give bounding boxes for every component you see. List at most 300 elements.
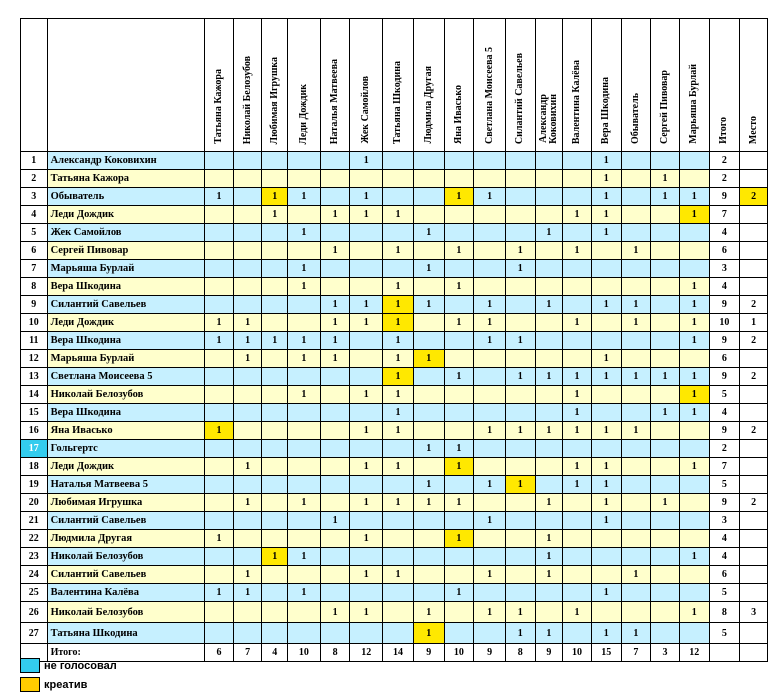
vote-cell — [444, 170, 474, 188]
vote-cell — [383, 260, 414, 278]
vote-cell: 1 — [535, 494, 563, 512]
vote-cell — [535, 314, 563, 332]
vote-cell — [679, 440, 709, 458]
row-total: 4 — [709, 404, 740, 422]
vote-cell — [233, 152, 262, 170]
row-total: 9 — [709, 368, 740, 386]
vote-cell — [679, 494, 709, 512]
vote-cell — [474, 224, 506, 242]
vote-cell — [591, 278, 621, 296]
vote-cell: 1 — [535, 530, 563, 548]
vote-cell: 1 — [383, 566, 414, 584]
vote-cell — [413, 152, 444, 170]
column-total: 9 — [474, 644, 506, 662]
participant-name: Силантий Савельев — [47, 566, 205, 584]
vote-cell: 1 — [563, 422, 592, 440]
vote-cell — [320, 368, 350, 386]
column-header — [651, 19, 680, 152]
row-total: 8 — [709, 602, 740, 623]
vote-cell: 1 — [651, 368, 680, 386]
column-total: 3 — [651, 644, 680, 662]
vote-cell — [288, 602, 321, 623]
vote-cell — [320, 458, 350, 476]
vote-cell — [233, 260, 262, 278]
vote-cell — [413, 206, 444, 224]
vote-cell — [535, 152, 563, 170]
column-total: 15 — [591, 644, 621, 662]
vote-cell — [505, 404, 535, 422]
vote-cell — [505, 278, 535, 296]
vote-cell — [413, 170, 444, 188]
vote-cell — [413, 332, 444, 350]
table-row — [21, 296, 768, 314]
vote-cell — [651, 314, 680, 332]
row-place: 2 — [740, 368, 768, 386]
totals-sum-cell — [709, 644, 740, 662]
vote-cell — [651, 350, 680, 368]
vote-cell — [591, 386, 621, 404]
vote-cell — [262, 476, 288, 494]
row-place — [740, 566, 768, 584]
vote-cell — [288, 512, 321, 530]
vote-cell: 1 — [350, 422, 383, 440]
row-number: 13 — [21, 368, 48, 386]
names-header-cell — [47, 19, 205, 152]
vote-cell — [205, 224, 234, 242]
vote-cell — [350, 476, 383, 494]
column-header-label: Татьяна Кажора — [212, 69, 224, 144]
vote-cell: 1 — [563, 476, 592, 494]
participant-name: Наталья Матвеева 5 — [47, 476, 205, 494]
vote-cell — [679, 530, 709, 548]
vote-cell — [205, 623, 234, 644]
row-total: 5 — [709, 386, 740, 404]
row-total: 9 — [709, 188, 740, 206]
vote-cell — [444, 332, 474, 350]
row-number: 10 — [21, 314, 48, 332]
vote-cell — [505, 494, 535, 512]
vote-cell — [651, 224, 680, 242]
vote-cell — [505, 224, 535, 242]
row-number: 17 — [21, 440, 48, 458]
column-header — [350, 19, 383, 152]
vote-cell — [651, 386, 680, 404]
vote-cell — [288, 623, 321, 644]
vote-cell: 1 — [535, 422, 563, 440]
vote-cell — [563, 260, 592, 278]
vote-cell — [444, 224, 474, 242]
vote-cell — [262, 314, 288, 332]
vote-cell: 1 — [413, 623, 444, 644]
totals-row — [21, 644, 768, 662]
vote-cell: 1 — [444, 368, 474, 386]
vote-cell — [621, 224, 651, 242]
vote-cell — [320, 566, 350, 584]
column-total: 8 — [320, 644, 350, 662]
vote-cell — [505, 314, 535, 332]
vote-cell — [205, 440, 234, 458]
row-place — [740, 260, 768, 278]
vote-cell — [444, 566, 474, 584]
row-total: 6 — [709, 242, 740, 260]
vote-cell — [233, 170, 262, 188]
vote-cell — [320, 494, 350, 512]
vote-cell — [535, 332, 563, 350]
vote-cell — [591, 566, 621, 584]
vote-cell — [563, 584, 592, 602]
vote-cell: 1 — [444, 188, 474, 206]
column-header-label: Жек Самойлов — [360, 76, 372, 144]
column-header-label: Итого — [718, 117, 730, 144]
vote-cell — [205, 404, 234, 422]
vote-cell — [233, 188, 262, 206]
vote-cell: 1 — [233, 494, 262, 512]
vote-cell — [679, 422, 709, 440]
vote-cell: 1 — [591, 584, 621, 602]
participant-name: Людмила Другая — [47, 530, 205, 548]
vote-cell: 1 — [679, 368, 709, 386]
vote-cell — [262, 440, 288, 458]
vote-cell — [651, 152, 680, 170]
vote-cell — [591, 602, 621, 623]
vote-cell: 1 — [591, 224, 621, 242]
vote-cell — [262, 458, 288, 476]
vote-cell — [651, 332, 680, 350]
place-header — [740, 19, 768, 152]
column-header-label: Александр Коковихин — [537, 94, 559, 144]
legend-swatch — [20, 677, 40, 692]
vote-cell — [262, 422, 288, 440]
row-total: 7 — [709, 206, 740, 224]
row-number: 20 — [21, 494, 48, 512]
vote-cell: 1 — [591, 512, 621, 530]
vote-cell: 1 — [651, 404, 680, 422]
column-header-label: Силантий Савельев — [514, 52, 526, 144]
vote-cell — [505, 548, 535, 566]
participant-name: Николай Белозубов — [47, 386, 205, 404]
legend-label: креатив — [44, 678, 88, 691]
table-row — [21, 584, 768, 602]
vote-cell — [320, 278, 350, 296]
vote-cell — [383, 152, 414, 170]
vote-cell — [505, 296, 535, 314]
vote-cell — [505, 584, 535, 602]
vote-cell — [679, 152, 709, 170]
vote-cell: 1 — [288, 332, 321, 350]
vote-cell — [535, 242, 563, 260]
vote-cell — [444, 152, 474, 170]
row-number: 11 — [21, 332, 48, 350]
vote-cell: 1 — [535, 566, 563, 584]
vote-cell — [474, 386, 506, 404]
vote-cell: 1 — [383, 494, 414, 512]
vote-cell: 1 — [591, 623, 621, 644]
participant-name: Татьяна Шкодина — [47, 623, 205, 644]
vote-cell — [320, 188, 350, 206]
vote-cell — [383, 530, 414, 548]
vote-cell: 1 — [505, 476, 535, 494]
vote-cell: 1 — [474, 314, 506, 332]
row-total: 6 — [709, 566, 740, 584]
row-total: 4 — [709, 224, 740, 242]
participant-name: Татьяна Кажора — [47, 170, 205, 188]
vote-cell — [505, 440, 535, 458]
vote-cell — [413, 512, 444, 530]
column-total: 7 — [233, 644, 262, 662]
column-header — [320, 19, 350, 152]
participant-name: Силантий Савельев — [47, 296, 205, 314]
column-total: 9 — [535, 644, 563, 662]
vote-cell: 1 — [651, 170, 680, 188]
vote-cell — [621, 530, 651, 548]
column-header — [621, 19, 651, 152]
vote-cell: 1 — [474, 476, 506, 494]
vote-cell — [563, 512, 592, 530]
vote-cell — [288, 170, 321, 188]
vote-cell: 1 — [233, 314, 262, 332]
vote-cell — [621, 458, 651, 476]
vote-cell: 1 — [535, 623, 563, 644]
vote-cell — [233, 530, 262, 548]
participant-name: Любимая Игрушка — [47, 494, 205, 512]
vote-cell — [474, 548, 506, 566]
vote-cell — [621, 278, 651, 296]
participant-name: Гольгертс — [47, 440, 205, 458]
column-header — [233, 19, 262, 152]
vote-cell: 1 — [350, 152, 383, 170]
vote-cell — [320, 584, 350, 602]
vote-cell — [350, 623, 383, 644]
vote-cell — [413, 584, 444, 602]
vote-cell: 1 — [591, 494, 621, 512]
vote-cell: 1 — [621, 566, 651, 584]
vote-cell — [621, 494, 651, 512]
total-header — [709, 19, 740, 152]
vote-cell — [591, 548, 621, 566]
vote-cell — [535, 170, 563, 188]
column-total: 6 — [205, 644, 234, 662]
vote-cell: 1 — [474, 296, 506, 314]
row-place — [740, 350, 768, 368]
vote-cell: 1 — [444, 278, 474, 296]
vote-cell: 1 — [679, 332, 709, 350]
vote-cell: 1 — [505, 422, 535, 440]
legend-label: не голосовал — [44, 659, 117, 672]
vote-cell — [320, 404, 350, 422]
vote-cell: 1 — [350, 530, 383, 548]
vote-cell — [474, 170, 506, 188]
vote-cell — [288, 368, 321, 386]
column-total: 10 — [563, 644, 592, 662]
vote-cell — [262, 296, 288, 314]
vote-cell — [563, 623, 592, 644]
column-header-label: Людмила Другая — [422, 66, 434, 144]
vote-cell — [233, 548, 262, 566]
vote-cell: 1 — [320, 332, 350, 350]
vote-cell — [679, 260, 709, 278]
vote-cell — [288, 458, 321, 476]
vote-cell — [651, 458, 680, 476]
totals-label: Итого: — [47, 644, 205, 662]
vote-cell — [288, 440, 321, 458]
vote-cell: 1 — [621, 368, 651, 386]
table-row — [21, 476, 768, 494]
vote-cell — [535, 602, 563, 623]
row-total: 4 — [709, 530, 740, 548]
vote-cell: 1 — [621, 242, 651, 260]
vote-cell — [621, 512, 651, 530]
column-header — [205, 19, 234, 152]
vote-cell: 1 — [679, 386, 709, 404]
vote-cell — [262, 512, 288, 530]
table-row — [21, 260, 768, 278]
vote-cell — [350, 224, 383, 242]
vote-cell: 1 — [262, 332, 288, 350]
vote-cell — [651, 260, 680, 278]
row-place: 2 — [740, 422, 768, 440]
vote-cell: 1 — [288, 494, 321, 512]
vote-cell — [505, 170, 535, 188]
vote-cell — [413, 566, 444, 584]
vote-cell — [350, 242, 383, 260]
vote-cell: 1 — [205, 584, 234, 602]
vote-cell — [288, 152, 321, 170]
row-number: 12 — [21, 350, 48, 368]
table-row — [21, 404, 768, 422]
vote-cell — [505, 566, 535, 584]
vote-cell — [205, 296, 234, 314]
row-place: 2 — [740, 188, 768, 206]
participant-name: Марьяша Бурлай — [47, 260, 205, 278]
vote-cell: 1 — [679, 548, 709, 566]
vote-cell — [651, 278, 680, 296]
vote-cell: 1 — [350, 458, 383, 476]
vote-cell — [651, 440, 680, 458]
vote-cell — [444, 296, 474, 314]
legend — [20, 656, 117, 694]
vote-cell — [262, 152, 288, 170]
vote-cell — [262, 368, 288, 386]
column-total: 4 — [262, 644, 288, 662]
vote-cell — [413, 404, 444, 422]
vote-cell — [233, 368, 262, 386]
column-header — [563, 19, 592, 152]
vote-cell — [288, 530, 321, 548]
vote-cell — [320, 170, 350, 188]
row-place: 2 — [740, 494, 768, 512]
participant-name: Марьяша Бурлай — [47, 350, 205, 368]
vote-cell: 1 — [233, 458, 262, 476]
vote-cell — [563, 152, 592, 170]
row-place — [740, 623, 768, 644]
vote-cell: 1 — [383, 422, 414, 440]
vote-cell: 1 — [288, 260, 321, 278]
vote-cell — [679, 623, 709, 644]
vote-cell: 1 — [621, 296, 651, 314]
vote-cell: 1 — [383, 242, 414, 260]
vote-cell: 1 — [591, 368, 621, 386]
participant-name: Валентина Калёва — [47, 584, 205, 602]
vote-cell: 1 — [383, 314, 414, 332]
participant-name: Жек Самойлов — [47, 224, 205, 242]
participant-name: Александр Коковихин — [47, 152, 205, 170]
vote-cell: 1 — [563, 242, 592, 260]
vote-cell — [535, 350, 563, 368]
row-number: 8 — [21, 278, 48, 296]
vote-cell — [474, 242, 506, 260]
vote-cell — [350, 170, 383, 188]
row-total: 5 — [709, 476, 740, 494]
table-row — [21, 332, 768, 350]
vote-cell — [383, 512, 414, 530]
vote-cell — [444, 548, 474, 566]
table-row — [21, 386, 768, 404]
vote-cell: 1 — [205, 422, 234, 440]
vote-cell — [288, 566, 321, 584]
row-number: 18 — [21, 458, 48, 476]
vote-cell — [262, 602, 288, 623]
vote-cell — [679, 566, 709, 584]
vote-cell — [535, 440, 563, 458]
row-place — [740, 242, 768, 260]
vote-cell: 1 — [383, 368, 414, 386]
vote-cell: 1 — [591, 170, 621, 188]
vote-cell — [350, 584, 383, 602]
vote-cell — [591, 530, 621, 548]
vote-cell — [413, 314, 444, 332]
row-place — [740, 278, 768, 296]
column-header-label: Вера Шкодина — [600, 76, 612, 144]
vote-cell — [288, 296, 321, 314]
vote-cell — [350, 260, 383, 278]
vote-cell: 1 — [563, 404, 592, 422]
vote-cell: 1 — [563, 314, 592, 332]
vote-cell — [350, 350, 383, 368]
vote-cell — [563, 224, 592, 242]
vote-cell: 1 — [205, 314, 234, 332]
vote-cell — [505, 188, 535, 206]
vote-cell — [535, 278, 563, 296]
row-total: 2 — [709, 152, 740, 170]
vote-cell: 1 — [320, 602, 350, 623]
vote-cell — [563, 170, 592, 188]
vote-cell — [444, 512, 474, 530]
row-total: 9 — [709, 296, 740, 314]
vote-cell: 1 — [591, 296, 621, 314]
vote-cell — [233, 206, 262, 224]
vote-cell — [679, 170, 709, 188]
vote-cell — [474, 152, 506, 170]
vote-cell — [621, 170, 651, 188]
row-place — [740, 170, 768, 188]
vote-cell — [651, 422, 680, 440]
table-row — [21, 548, 768, 566]
vote-cell: 1 — [383, 332, 414, 350]
vote-cell: 1 — [383, 296, 414, 314]
vote-cell: 1 — [288, 584, 321, 602]
row-total: 9 — [709, 494, 740, 512]
column-header — [413, 19, 444, 152]
vote-cell: 1 — [444, 242, 474, 260]
participant-name: Леди Дождик — [47, 458, 205, 476]
vote-cell — [350, 548, 383, 566]
vote-cell — [474, 530, 506, 548]
vote-cell — [505, 152, 535, 170]
vote-cell — [262, 530, 288, 548]
vote-cell — [474, 584, 506, 602]
row-number: 5 — [21, 224, 48, 242]
vote-cell — [320, 386, 350, 404]
